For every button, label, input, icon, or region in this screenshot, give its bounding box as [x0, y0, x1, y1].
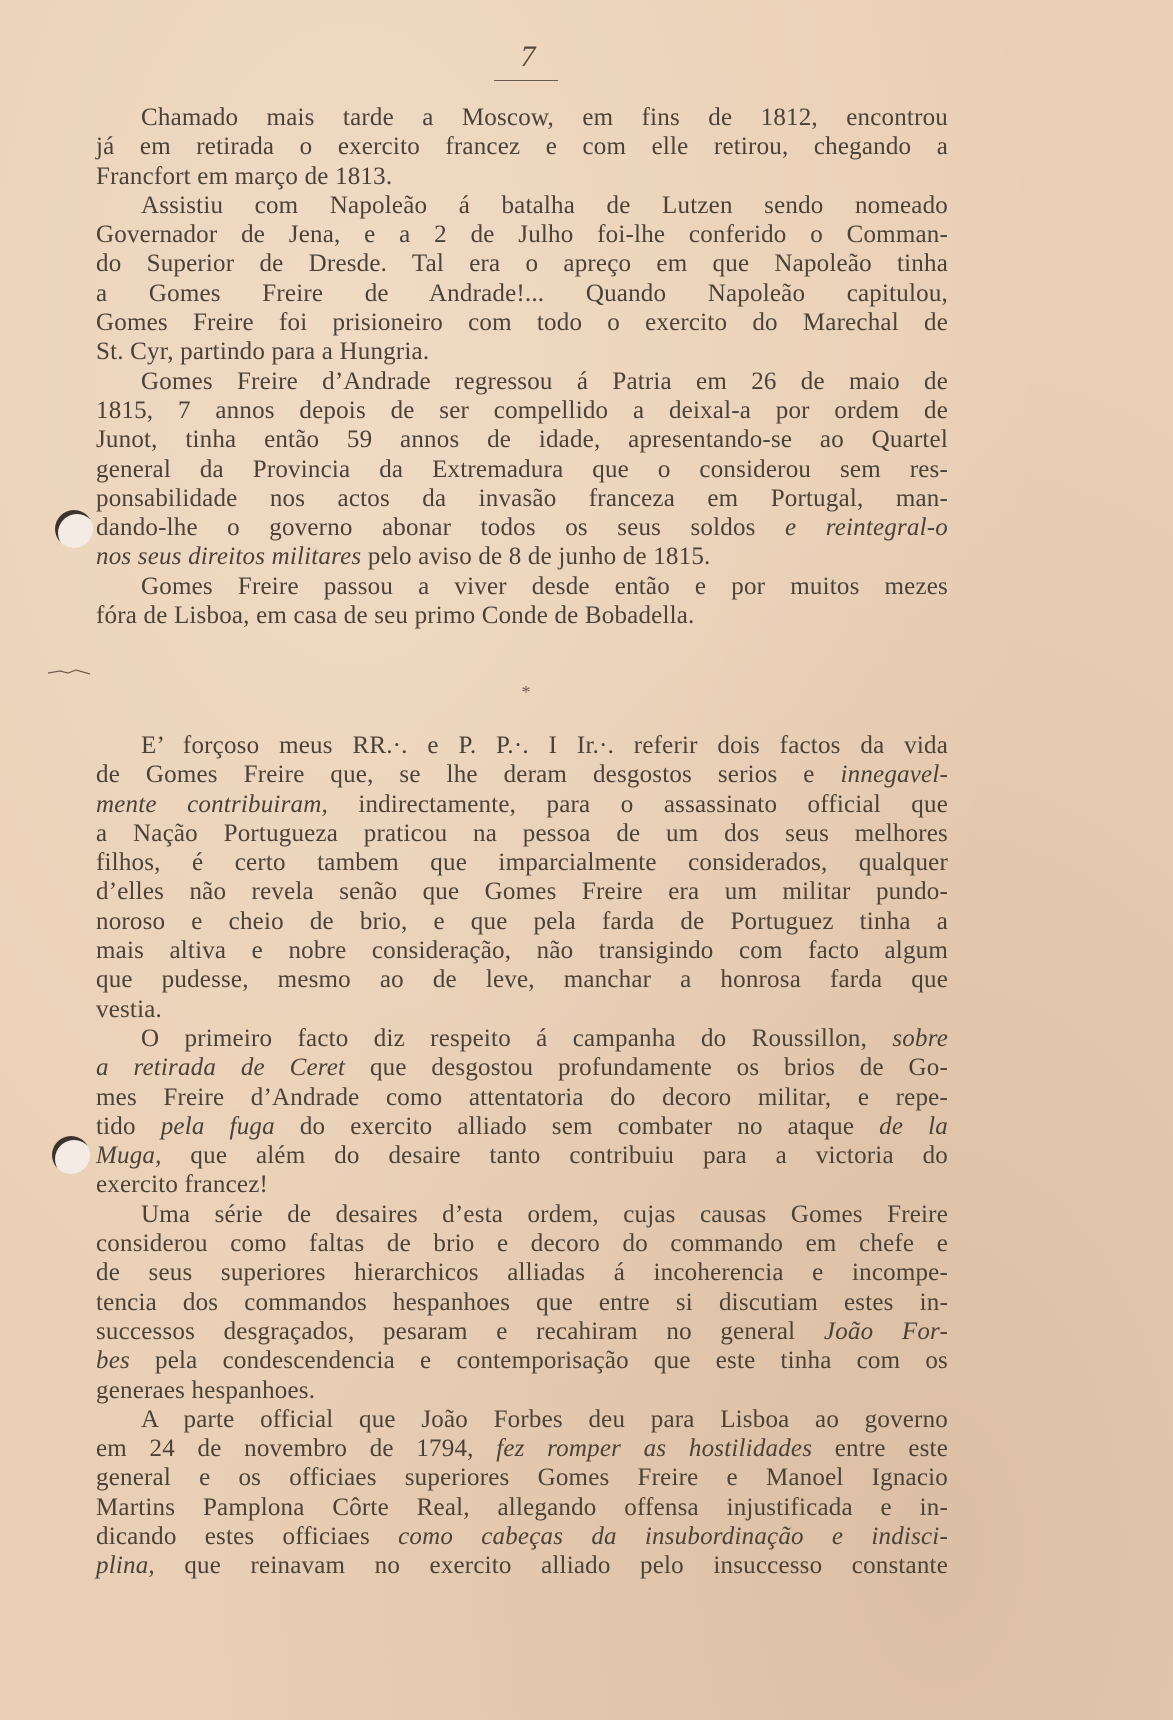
text-line: dicando estes officiaes como cabeças da insubordinação e indisci- — [96, 1523, 948, 1551]
section-separator: * — [521, 682, 531, 702]
text-line: A parte official que João Forbes deu para Lisboa ao governo — [141, 1405, 948, 1433]
text-line: que pudesse, mesmo ao de leve, manchar a honrosa farda que — [96, 966, 948, 994]
text-line: general da Provincia da Extremadura que o considerou sem res- — [96, 455, 948, 483]
text-line: successos desgraçados, pesaram e recahiram no general João For- — [96, 1317, 948, 1345]
text-line: vestia. — [96, 995, 162, 1023]
text-line: de Gomes Freire que, se lhe deram desgostos serios e innegavel- — [96, 761, 948, 789]
binding-hole-bottom — [52, 1136, 90, 1174]
text-line: nos seus direitos militares pelo aviso de 8 de junho de 1815. — [96, 543, 711, 571]
binding-hole-top — [55, 510, 93, 548]
text-line: Governador de Jena, e a 2 de Julho foi-lhe conferido o Comman- — [96, 221, 948, 249]
text-line: considerou como faltas de brio e decoro do commando em chefe e — [96, 1230, 948, 1258]
text-line: de seus superiores hierarchicos alliadas á incoherencia e incompe- — [96, 1259, 948, 1287]
text-line: Gomes Freire d’Andrade regressou á Patria em 26 de maio de — [141, 367, 948, 395]
text-line: Gomes Freire passou a viver desde então e por muitos mezes — [141, 572, 948, 600]
text-line: fóra de Lisboa, em casa de seu primo Conde de Bobadella. — [96, 602, 695, 630]
text-line: em 24 de novembro de 1794, fez romper as hostilidades entre este — [96, 1435, 949, 1463]
text-line: Francfort em março de 1813. — [96, 162, 393, 190]
text-line: plina, que reinavam no exercito alliado pelo insuccesso constante — [96, 1552, 948, 1580]
text-line: tido pela fuga do exercito alliado sem combater no ataque de la — [96, 1112, 948, 1140]
text-line: a Nação Portugueza praticou na pessoa de um dos seus melhores — [96, 819, 948, 847]
text-line: E’ forçoso meus RR.·. e P. P.·. I Ir.·. referir dois factos da vida — [141, 732, 948, 759]
text-line: filhos, é certo tambem que imparcialmente considerados, qualquer — [96, 849, 948, 877]
page-number: 7 — [520, 40, 536, 73]
text-line: a retirada de Ceret que desgostou profundamente os brios de Go- — [96, 1054, 949, 1082]
text-line: já em retirada o exercito francez e com elle retirou, chegando a — [96, 133, 948, 161]
text-line: O primeiro facto diz respeito á campanha do Roussillon, sobre — [141, 1024, 948, 1052]
text-line: d’elles não revela senão que Gomes Freire era um militar pundo- — [96, 878, 948, 906]
margin-mark — [46, 665, 94, 671]
text-line: do Superior de Dresde. Tal era o apreço em que Napoleão tinha — [96, 250, 948, 278]
text-line: exercito francez! — [96, 1171, 269, 1199]
text-line: noroso e cheio de brio, e que pela farda de Portuguez tinha a — [96, 907, 948, 935]
text-line: Muga, que além do desaire tanto contribuiu para a victoria do — [96, 1142, 948, 1170]
text-line: Junot, tinha então 59 annos de idade, apresentando-se ao Quartel — [96, 426, 948, 454]
text-line: mente contribuiram, indirectamente, para o assassinato official que — [96, 790, 948, 818]
text-line: Chamado mais tarde a Moscow, em fins de 1812, encontrou — [141, 104, 948, 131]
text-line: tencia dos commandos hespanhoes que entre si discutiam estes in- — [96, 1288, 948, 1316]
text-line: 1815, 7 annos depois de ser compellido a deixal-a por ordem de — [96, 396, 948, 424]
text-line: dando-lhe o governo abonar todos os seus soldos e reintegral-o — [96, 514, 948, 542]
text-line: general e os officiaes superiores Gomes Freire e Manoel Ignacio — [96, 1464, 948, 1492]
text-line: mais altiva e nobre consideração, não transigindo com facto algum — [96, 937, 948, 965]
page-number-rule — [494, 80, 558, 81]
text-line: Assistiu com Napoleão á batalha de Lutzen sendo nomeado — [141, 191, 948, 219]
text-block-first — [96, 103, 948, 630]
text-block-second — [96, 731, 948, 1581]
text-line: Martins Pamplona Côrte Real, allegando offensa injustificada e in- — [96, 1493, 948, 1521]
text-line: Uma série de desaires d’esta ordem, cujas causas Gomes Freire — [141, 1200, 948, 1228]
text-line: bes pela condescendencia e contemporisação que este tinha com os — [96, 1347, 948, 1375]
text-line: ponsabilidade nos actos da invasão franceza em Portugal, man- — [96, 484, 948, 512]
text-line: mes Freire d’Andrade como attentatoria do decoro militar, e repe- — [96, 1083, 948, 1111]
text-line: generaes hespanhoes. — [96, 1376, 316, 1404]
text-line: Gomes Freire foi prisioneiro com todo o exercito do Marechal de — [96, 309, 948, 337]
text-line: a Gomes Freire de Andrade!... Quando Napoleão capitulou, — [96, 279, 948, 307]
text-line: St. Cyr, partindo para a Hungria. — [96, 338, 430, 366]
